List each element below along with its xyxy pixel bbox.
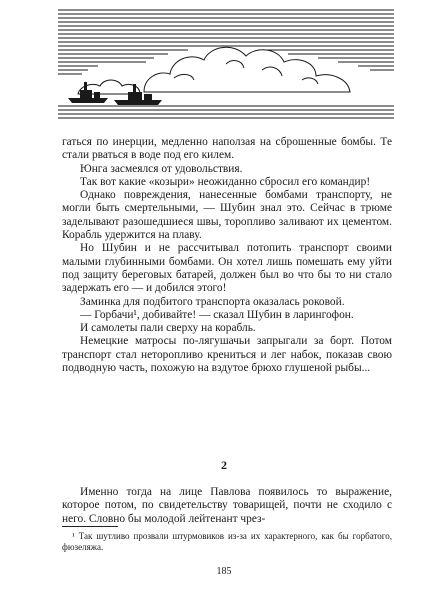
paragraph: гаться по инерции, медленно наползая на сброшенные бомбы. Те стали рваться в воде под его килем. bbox=[62, 136, 392, 162]
seascape-with-warships-illustration bbox=[58, 6, 394, 122]
chapter-text-block bbox=[62, 486, 392, 526]
paragraph: Заминка для подбитого транспорта оказалась роковой. bbox=[80, 295, 345, 308]
paragraph: Так вот какие «козыри» неожиданно сбросил его командир! bbox=[80, 175, 371, 188]
footnote-divider bbox=[62, 526, 118, 527]
chapter-number: 2 bbox=[221, 458, 227, 472]
page-number: 185 bbox=[216, 566, 232, 577]
footnote: ¹ Так шутливо прозвали штурмовиков из-за их характерного, как бы горбатого, фюзеляжа. bbox=[62, 531, 392, 552]
paragraph: И самолеты пали сверху на корабль. bbox=[80, 322, 256, 335]
paragraph: Но Шубин и не рассчитывал потопить транспорт своими малыми глубинными бомбами. Он хотел лишь помешать ему уйти под защиту береговых батарей, должен был во что бы то ни стало задержать его — и добился этого! bbox=[62, 242, 392, 295]
paragraph: — Горбачи¹, добивайте! — сказал Шубин в ларингофон. bbox=[80, 308, 354, 321]
sea-hatching bbox=[58, 106, 394, 118]
paragraph: Юнга засмеялся от удовольствия. bbox=[80, 162, 243, 175]
paragraph: Однако повреждения, нанесенные бомбами транспорту, не могли быть смертельными, — Шубин знал это. Сейчас в трюме заделывают разошедшиеся швы, торопливо заливают их цементом. Корабль удержится на плаву. bbox=[62, 189, 392, 242]
paragraph: Немецкие матросы по-лягушачьи запрыгали за борт. Потом транспорт стал неторопливо крениться и лег набок, показав свою подводную часть, похожую на вздутое брюхо глушеной рыбы... bbox=[62, 335, 392, 375]
main-text-block bbox=[62, 136, 392, 375]
paragraph: Именно тогда на лице Павлова появилось то выражение, которое потом, по свидетельству товарищей, почти не сходило с него. Словно бы молодой лейтенант чрез- bbox=[62, 486, 392, 525]
